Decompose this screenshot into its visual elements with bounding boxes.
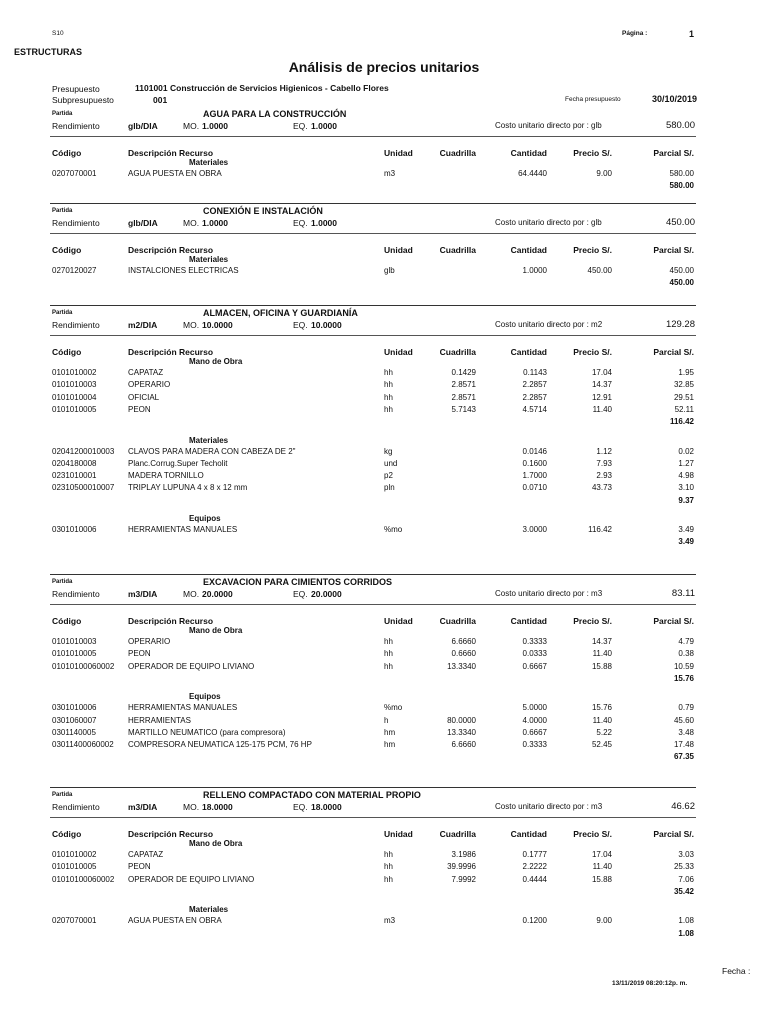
row-parcial: 0.02 (678, 446, 694, 456)
column-header-top-rule (50, 604, 696, 605)
costo-unitario-label: Costo unitario directo por : m3 (495, 802, 603, 811)
row-unidad: hh (384, 649, 393, 659)
row-descripcion: OPERADOR DE EQUIPO LIVIANO (128, 661, 255, 671)
row-codigo: 0204180008 (52, 458, 97, 468)
costo-unitario-value: 46.62 (671, 801, 695, 812)
group-name: Materiales (189, 158, 229, 167)
row-codigo: 0101010002 (52, 850, 97, 859)
row-codigo: 0207070001 (52, 169, 97, 178)
column-header-parcial: Parcial S/. (653, 616, 694, 626)
row-descripcion: MARTILLO NEUMATICO (para compresora) (128, 727, 286, 737)
row-cuadrilla: 39.9996 (447, 862, 476, 872)
row-cuadrilla: 6.6660 (451, 637, 476, 646)
row-precio: 11.40 (592, 715, 612, 725)
row-unidad: hh (384, 874, 393, 884)
row-parcial: 1.27 (678, 458, 694, 468)
row-cantidad: 0.1777 (522, 850, 547, 859)
row-unidad: kg (384, 446, 393, 456)
row-cantidad: 0.1143 (523, 368, 547, 377)
row-precio: 17.04 (591, 850, 612, 859)
group-subtotal: 116.42 (669, 417, 694, 427)
partida-label: Partida (52, 792, 73, 798)
column-header-cuadrilla: Cuadrilla (439, 148, 476, 158)
eq-label: EQ. (293, 121, 308, 131)
row-cantidad: 4.5714 (522, 404, 547, 414)
rendimiento-unit: glb/DIA (128, 218, 158, 228)
row-cuadrilla: 6.6660 (451, 740, 476, 750)
eq-label: EQ. (293, 320, 308, 330)
partida-label: Partida (52, 310, 73, 316)
partida-label: Partida (52, 111, 73, 117)
row-descripcion: AGUA PUESTA EN OBRA (128, 916, 222, 926)
row-unidad: h (384, 715, 389, 725)
section-title: ESTRUCTURAS (14, 47, 83, 57)
row-codigo: 0101010003 (52, 637, 97, 646)
row-descripcion: OPERADOR DE EQUIPO LIVIANO (128, 874, 255, 884)
row-descripcion: OFICIAL (128, 392, 160, 402)
rendimiento-unit: m2/DIA (128, 320, 158, 330)
row-codigo: 0101010005 (52, 862, 97, 872)
row-descripcion: HERRAMIENTAS MANUALES (128, 525, 238, 534)
group-name: Mano de Obra (189, 839, 243, 848)
report-code: S10 (52, 30, 64, 37)
row-cuadrilla: 2.8571 (451, 380, 476, 390)
row-descripcion: OPERARIO (128, 637, 171, 646)
row-descripcion: Planc.Corrug.Super Techolit (128, 458, 228, 468)
column-header-precio: Precio S/. (573, 148, 612, 158)
row-unidad: hh (384, 380, 393, 390)
row-unidad: m3 (384, 169, 396, 178)
group-subtotal: 450.00 (669, 278, 694, 288)
row-cantidad: 0.0333 (522, 649, 547, 659)
row-precio: 7.93 (596, 458, 612, 468)
row-precio: 11.40 (592, 862, 612, 872)
partida-name: ALMACEN, OFICINA Y GUARDIANÍA (203, 308, 358, 318)
row-unidad: pln (384, 483, 395, 493)
rendimiento-label: Rendimiento (52, 589, 100, 599)
eq-value: 10.0000 (311, 320, 342, 330)
row-descripcion: PEON (128, 862, 151, 872)
row-unidad: hm (384, 740, 396, 750)
footer-timestamp: 13/11/2019 08:20:12p. m. (612, 980, 688, 987)
row-cantidad: 0.3333 (522, 637, 547, 646)
row-cantidad: 1.0000 (522, 266, 547, 275)
row-codigo: 0207070001 (52, 916, 97, 926)
column-header-descripcion: Descripción Recurso (128, 245, 214, 255)
column-header-precio: Precio S/. (573, 829, 612, 839)
row-unidad: hh (384, 368, 393, 377)
row-precio: 11.40 (592, 649, 612, 659)
row-cantidad: 0.6667 (522, 727, 547, 737)
row-codigo: 0301010006 (52, 525, 97, 534)
group-name: Mano de Obra (189, 357, 243, 366)
row-parcial: 3.49 (678, 525, 694, 534)
row-cuadrilla: 2.8571 (451, 392, 476, 402)
row-cantidad: 0.1200 (522, 916, 547, 926)
costo-unitario-label: Costo unitario directo por : glb (495, 218, 602, 227)
group-name: Materiales (189, 905, 229, 915)
row-unidad: hh (384, 637, 393, 646)
column-header-top-rule (50, 136, 696, 137)
row-unidad: hm (384, 727, 396, 737)
column-header-descripcion: Descripción Recurso (128, 616, 214, 626)
column-header-codigo: Código (52, 616, 82, 626)
row-parcial: 7.06 (678, 874, 694, 884)
column-header-cantidad: Cantidad (510, 347, 547, 357)
row-cantidad: 0.4444 (522, 874, 547, 884)
column-header-unidad: Unidad (384, 347, 413, 357)
row-precio: 1.12 (596, 446, 612, 456)
eq-value: 1.0000 (311, 218, 337, 228)
row-parcial: 4.79 (678, 637, 694, 646)
page-label: Página : (622, 30, 648, 37)
partida-name: AGUA PARA LA CONSTRUCCIÓN (203, 109, 347, 119)
partida-separator (50, 203, 696, 204)
row-precio: 9.00 (596, 916, 612, 926)
row-cantidad: 4.0000 (522, 715, 547, 725)
row-parcial: 0.38 (678, 649, 694, 659)
row-unidad: p2 (384, 471, 393, 481)
row-codigo: 0270120027 (52, 266, 97, 275)
footer-fecha-label: Fecha : (722, 966, 751, 976)
subpresupuesto-label: Subpresupuesto (52, 95, 114, 105)
column-header-unidad: Unidad (384, 245, 413, 255)
row-codigo: 0101010005 (52, 404, 97, 414)
column-header-unidad: Unidad (384, 148, 413, 158)
row-precio: 15.88 (591, 661, 612, 671)
rendimiento-unit: m3/DIA (128, 802, 158, 812)
row-descripcion: CAPATAZ (128, 850, 164, 859)
row-codigo: 0231010001 (52, 471, 97, 481)
row-codigo: 0301060007 (52, 715, 97, 725)
partida-label: Partida (52, 208, 73, 214)
row-codigo: 0101010004 (52, 392, 97, 402)
column-header-precio: Precio S/. (573, 347, 612, 357)
row-cantidad: 64.4440 (518, 169, 547, 178)
partida-separator (50, 787, 696, 788)
row-parcial: 1.08 (678, 916, 694, 926)
column-header-codigo: Código (52, 245, 82, 255)
row-parcial: 32.85 (673, 380, 694, 390)
column-header-top-rule (50, 335, 696, 336)
group-subtotal: 15.76 (673, 673, 694, 683)
row-unidad: hh (384, 392, 393, 402)
row-parcial: 45.60 (673, 715, 694, 725)
column-header-parcial: Parcial S/. (653, 245, 694, 255)
column-header-cuadrilla: Cuadrilla (439, 347, 476, 357)
row-cantidad: 2.2857 (522, 392, 547, 402)
costo-unitario-value: 580.00 (665, 120, 695, 131)
row-descripcion: PEON (128, 649, 151, 659)
row-precio: 14.37 (591, 380, 612, 390)
presupuesto-value: 1101001 Construcción de Servicios Higienicos - Cabello Flores (135, 83, 389, 93)
rendimiento-label: Rendimiento (52, 802, 100, 812)
group-subtotal: 3.49 (678, 537, 694, 547)
column-header-parcial: Parcial S/. (653, 347, 694, 357)
row-precio: 9.00 (596, 169, 612, 178)
row-descripcion: TRIPLAY LUPUNA 4 x 8 x 12 mm (128, 483, 248, 493)
row-cuadrilla: 5.7143 (451, 404, 476, 414)
row-descripcion: MADERA TORNILLO (128, 471, 204, 481)
presupuesto-label: Presupuesto (52, 84, 100, 94)
row-codigo: 0101010002 (52, 368, 97, 377)
row-codigo: 0101010005 (52, 649, 97, 659)
page-title: Análisis de precios unitarios (288, 59, 480, 75)
row-precio: 17.04 (591, 368, 612, 377)
partida-label: Partida (52, 579, 73, 585)
row-cuadrilla: 7.9992 (451, 874, 476, 884)
mo-label: MO. (183, 218, 200, 228)
row-codigo: 02310500010007 (52, 483, 115, 493)
row-codigo: 03011400060002 (52, 740, 114, 750)
eq-value: 20.0000 (311, 589, 342, 599)
column-header-top-rule (50, 817, 696, 818)
row-precio: 5.22 (596, 727, 612, 737)
eq-label: EQ. (293, 589, 308, 599)
row-precio: 14.37 (591, 637, 612, 646)
page-number: 1 (689, 29, 695, 39)
subpresupuesto-value: 001 (153, 95, 168, 105)
column-header-top-rule (50, 233, 696, 234)
rendimiento-unit: m3/DIA (128, 589, 158, 599)
row-unidad: und (384, 458, 398, 468)
row-cuadrilla: 13.3340 (447, 661, 476, 671)
eq-value: 1.0000 (311, 121, 337, 131)
costo-unitario-value: 83.11 (671, 588, 695, 599)
group-subtotal: 67.35 (673, 752, 694, 762)
row-descripcion: OPERARIO (128, 380, 171, 390)
row-parcial: 3.10 (678, 483, 694, 493)
row-cantidad: 0.3333 (522, 740, 547, 750)
partida-separator (50, 574, 696, 575)
mo-label: MO. (183, 320, 200, 330)
row-unidad: hh (384, 661, 393, 671)
costo-unitario-label: Costo unitario directo por : m2 (495, 320, 603, 329)
rendimiento-label: Rendimiento (52, 218, 100, 228)
row-codigo: 0101010003 (52, 380, 97, 390)
row-parcial: 0.79 (678, 703, 694, 713)
mo-label: MO. (183, 802, 200, 812)
row-precio: 15.76 (591, 703, 612, 713)
fecha-presupuesto-value: 30/10/2019 (652, 94, 698, 104)
column-header-cuadrilla: Cuadrilla (439, 245, 476, 255)
costo-unitario-value: 129.28 (665, 319, 695, 330)
row-unidad: m3 (384, 916, 396, 926)
column-header-cuadrilla: Cuadrilla (439, 616, 476, 626)
mo-value: 1.0000 (202, 121, 228, 131)
mo-label: MO. (183, 121, 200, 131)
group-name: Materiales (189, 255, 229, 264)
row-descripcion: CLAVOS PARA MADERA CON CABEZA DE 2" (128, 446, 296, 456)
row-unidad: glb (384, 266, 395, 275)
column-header-codigo: Código (52, 148, 82, 158)
row-unidad: hh (384, 404, 393, 414)
row-codigo: 0301010006 (52, 703, 97, 713)
costo-unitario-label: Costo unitario directo por : glb (495, 121, 602, 130)
group-name: Equipos (189, 692, 221, 702)
costo-unitario-value: 450.00 (665, 217, 695, 228)
row-precio: 116.42 (588, 525, 612, 534)
column-header-descripcion: Descripción Recurso (128, 829, 214, 839)
row-cantidad: 0.6667 (522, 661, 547, 671)
partida-name: EXCAVACION PARA CIMIENTOS CORRIDOS (203, 577, 393, 587)
column-header-cantidad: Cantidad (510, 829, 547, 839)
group-subtotal: 580.00 (669, 181, 694, 191)
row-parcial: 10.59 (673, 661, 694, 671)
row-descripcion: INSTALCIONES ELECTRICAS (128, 266, 239, 275)
row-descripcion: HERRAMIENTAS MANUALES (128, 703, 238, 713)
row-cantidad: 2.2222 (522, 862, 547, 872)
mo-value: 1.0000 (202, 218, 228, 228)
mo-value: 20.0000 (202, 589, 233, 599)
row-codigo: 01010100060002 (52, 661, 115, 671)
column-header-cantidad: Cantidad (510, 245, 547, 255)
row-precio: 11.40 (592, 404, 612, 414)
rendimiento-label: Rendimiento (52, 121, 100, 131)
row-cuadrilla: 3.1986 (451, 850, 476, 859)
row-cuadrilla: 13.3340 (447, 727, 476, 737)
mo-value: 10.0000 (202, 320, 233, 330)
group-name: Equipos (189, 514, 221, 523)
column-header-parcial: Parcial S/. (653, 148, 694, 158)
group-subtotal: 35.42 (673, 886, 694, 896)
partida-name: CONEXIÓN E INSTALACIÓN (203, 206, 323, 216)
row-descripcion: COMPRESORA NEUMATICA 125-175 PCM, 76 HP (128, 740, 312, 750)
row-precio: 52.45 (591, 740, 612, 750)
row-cuadrilla: 0.6660 (451, 649, 476, 659)
row-cantidad: 5.0000 (522, 703, 547, 713)
column-header-parcial: Parcial S/. (653, 829, 694, 839)
partida-name: RELLENO COMPACTADO CON MATERIAL PROPIO (203, 790, 421, 800)
eq-label: EQ. (293, 802, 308, 812)
column-header-cantidad: Cantidad (510, 616, 547, 626)
column-header-cantidad: Cantidad (510, 148, 547, 158)
row-codigo: 02041200010003 (52, 446, 115, 456)
mo-value: 18.0000 (202, 802, 233, 812)
row-descripcion: CAPATAZ (128, 368, 164, 377)
column-header-precio: Precio S/. (573, 245, 612, 255)
column-header-descripcion: Descripción Recurso (128, 148, 214, 158)
row-codigo: 0301140005 (52, 727, 96, 737)
row-cantidad: 0.1600 (522, 458, 547, 468)
row-precio: 43.73 (591, 483, 612, 493)
row-precio: 450.00 (587, 266, 612, 275)
eq-value: 18.0000 (311, 802, 342, 812)
row-parcial: 450.00 (669, 266, 694, 275)
row-precio: 2.93 (596, 471, 612, 481)
row-descripcion: HERRAMIENTAS (128, 715, 191, 725)
row-cuadrilla: 80.0000 (447, 715, 476, 725)
column-header-precio: Precio S/. (573, 616, 612, 626)
row-unidad: hh (384, 850, 393, 859)
eq-label: EQ. (293, 218, 308, 228)
row-cantidad: 1.7000 (522, 471, 547, 481)
row-unidad: hh (384, 862, 393, 872)
row-descripcion: PEON (128, 404, 151, 414)
row-descripcion: AGUA PUESTA EN OBRA (128, 169, 222, 178)
row-parcial: 3.03 (678, 850, 694, 859)
column-header-descripcion: Descripción Recurso (128, 347, 214, 357)
row-cantidad: 3.0000 (522, 525, 547, 534)
row-precio: 12.91 (591, 392, 612, 402)
rendimiento-unit: glb/DIA (128, 121, 158, 131)
column-header-unidad: Unidad (384, 829, 413, 839)
row-parcial: 3.48 (678, 727, 694, 737)
column-header-cuadrilla: Cuadrilla (439, 829, 476, 839)
row-unidad: %mo (384, 703, 403, 713)
row-precio: 15.88 (591, 874, 612, 884)
row-parcial: 4.98 (678, 471, 694, 481)
row-parcial: 52.11 (674, 404, 694, 414)
column-header-codigo: Código (52, 829, 82, 839)
row-cantidad: 0.0710 (522, 483, 547, 493)
costo-unitario-label: Costo unitario directo por : m3 (495, 589, 603, 598)
row-cantidad: 2.2857 (522, 380, 547, 390)
group-subtotal: 9.37 (678, 495, 694, 505)
row-cantidad: 0.0146 (522, 446, 547, 456)
column-header-codigo: Código (52, 347, 82, 357)
group-name: Mano de Obra (189, 626, 243, 635)
row-codigo: 01010100060002 (52, 874, 115, 884)
row-cuadrilla: 0.1429 (451, 368, 476, 377)
rendimiento-label: Rendimiento (52, 320, 100, 330)
row-parcial: 580.00 (669, 169, 694, 178)
row-parcial: 29.51 (673, 392, 694, 402)
row-parcial: 17.48 (673, 740, 694, 750)
mo-label: MO. (183, 589, 200, 599)
group-name: Materiales (189, 435, 229, 445)
group-subtotal: 1.08 (678, 928, 694, 938)
fecha-presupuesto-label: Fecha presupuesto (565, 96, 621, 103)
column-header-unidad: Unidad (384, 616, 413, 626)
partida-separator (50, 305, 696, 306)
row-unidad: %mo (384, 525, 403, 534)
row-parcial: 25.33 (673, 862, 694, 872)
row-parcial: 1.95 (678, 368, 694, 377)
